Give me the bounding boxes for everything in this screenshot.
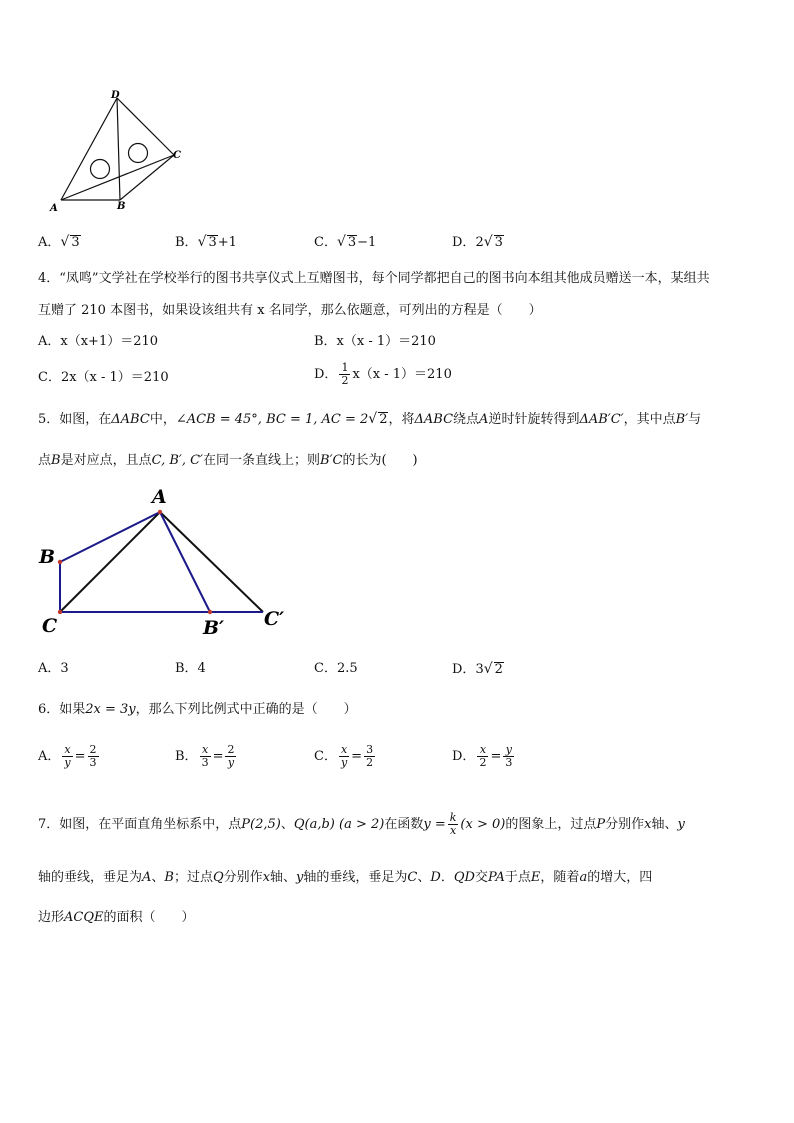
fig1-label-A: A [50,203,58,214]
q5-option-d: D．3√ 2 [452,661,503,677]
figure-rotation-triangle [35,482,305,642]
q4-option-a: A．x（x+1）＝210 [38,334,159,349]
fig1-label-D: D [111,90,120,101]
q7-stem-line3: 边形ACQE的面积（ ） [38,910,195,925]
q4-stem-line2: 互赠了 210 本图书，如果设该组共有 x 名同学，那么依题意，可列出的方程是（ ） [38,303,542,318]
fig2-label-Bp: B′ [203,617,225,639]
fig2-label-C: C [42,615,58,637]
fig2-label-Cp: C′ [264,608,285,630]
q4-option-c: C．2x（x - 1）＝210 [38,370,169,385]
q5-stem-line2: 点B是对应点，且点C, B′, C′在同一条直线上；则B′C的长为( ) [38,453,418,468]
q3-option-c: C．√ 3−1 [314,234,377,250]
figure-triangles-circles [45,85,195,215]
fig1-label-C: C [173,150,181,161]
q7-stem-line1: 7．如图，在平面直角坐标系中，点P(2,5)、Q(a,b) (a > 2)在函数y = $\frac{k}{x}$ (x > 0)的图象上，过点P分别作x轴、y [38,811,685,837]
fig1-label-B: B [117,201,126,212]
q6-option-a: A． $\frac{x}{y}$ = $\frac{2}{3}$ [38,743,97,769]
q6-stem: 6．如果2x = 3y，那么下列比例式中正确的是（ ） [38,702,357,717]
fig2-label-B: B [39,546,56,568]
q5-option-c: C．2.5 [314,661,358,676]
q7-stem-line2: 轴的垂线，垂足为A、B；过点Q分别作x轴、y轴的垂线，垂足为C、D．QD交PA于点E，随着a的增大，四 [38,870,653,885]
fig2-label-A: A [152,486,167,508]
q3-option-d: D．2√ 3 [452,234,503,250]
q6-option-d: D． $\frac{x}{2}$ = $\frac{y}{3}$ [452,743,513,769]
q6-option-c: C． $\frac{x}{y}$ = $\frac{3}{2}$ [314,743,374,769]
q3-option-a: A．√ 3 [38,234,80,250]
q5-option-b: B．4 [175,661,206,676]
q4-option-b: B．x（x - 1）＝210 [314,334,436,349]
q6-option-b: B． $\frac{x}{3}$ = $\frac{2}{y}$ [175,743,235,769]
q4-stem-line1: 4．“凤鸣”文学社在学校举行的图书共享仪式上互赠图书，每个同学都把自己的图书向本组其他成员赠送一本，某组共 [38,271,710,286]
q5-option-a: A．3 [38,661,69,676]
q4-option-d: D． $\frac{1}{2}$ x（x - 1）＝210 [314,361,452,387]
q5-stem-line1: 5．如图，在ΔABC中，∠ACB = 45°, BC = 1, AC = 2√ 2，将ΔABC绕点A逆时针旋转得到ΔAB′C′，其中点B′与 [38,411,702,427]
q3-option-b: B．√ 3+1 [175,234,237,250]
